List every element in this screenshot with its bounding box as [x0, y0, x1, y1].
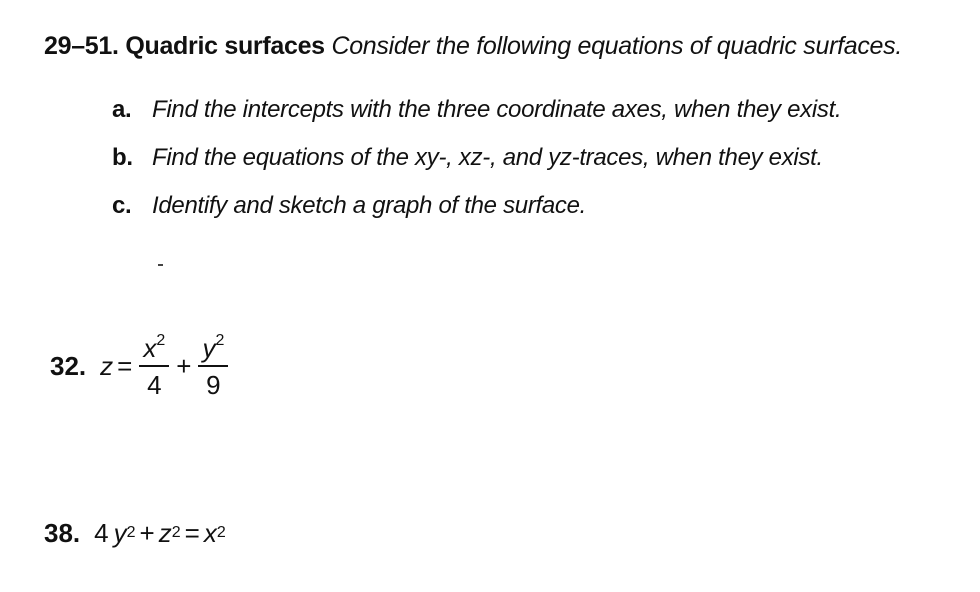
exponent: 2 — [126, 524, 136, 541]
exponent: 2 — [156, 332, 166, 350]
problem-number: 32. — [50, 350, 87, 381]
instruction-letter: b. — [112, 144, 133, 171]
exponent: 2 — [171, 524, 181, 541]
z-variable: z — [158, 517, 172, 548]
problem-number: 38. — [44, 517, 81, 548]
fraction-numerator — [198, 332, 228, 367]
coefficient: 4 — [94, 517, 109, 548]
instruction-text: Find the intercepts with the three coordinate axes, when they exist. — [152, 96, 842, 123]
problem-32 — [50, 318, 231, 414]
instruction-item-b — [112, 144, 841, 192]
instruction-text: Find the equations of the xy-, xz-, and yz-traces, when they exist. — [152, 144, 823, 171]
exponent: 2 — [216, 524, 226, 541]
y-variable: y — [113, 517, 127, 548]
plus-sign: + — [176, 350, 192, 381]
fraction-denominator: 9 — [206, 370, 221, 400]
section-heading — [44, 32, 902, 61]
equals-sign: = — [184, 517, 200, 548]
instruction-letter: c. — [112, 192, 132, 219]
equals-sign: = — [117, 350, 133, 381]
instruction-list — [112, 96, 841, 240]
equation-38 — [94, 518, 226, 549]
instruction-item-a — [112, 96, 841, 144]
lhs-variable: z — [100, 350, 114, 381]
instruction-item-c — [112, 192, 841, 240]
instruction-text: Identify and sketch a graph of the surface. — [152, 192, 587, 219]
section-intro: Consider the following equations of quadric surfaces. — [331, 32, 903, 60]
stray-mark — [158, 264, 163, 266]
problem-38 — [44, 510, 226, 556]
section-number: 29–51. — [44, 32, 119, 60]
fraction-y-over-9 — [198, 332, 228, 399]
exponent: 2 — [215, 332, 225, 350]
x-variable: x — [203, 517, 217, 548]
fraction-x-over-4 — [139, 332, 169, 399]
fraction-numerator — [139, 332, 169, 367]
plus-sign: + — [139, 517, 155, 548]
section-title: Quadric surfaces — [125, 32, 325, 60]
equation-32 — [100, 332, 231, 399]
numerator-variable: x — [143, 333, 157, 364]
fraction-denominator: 4 — [147, 370, 162, 400]
numerator-variable: y — [202, 333, 216, 364]
instruction-letter: a. — [112, 96, 132, 123]
